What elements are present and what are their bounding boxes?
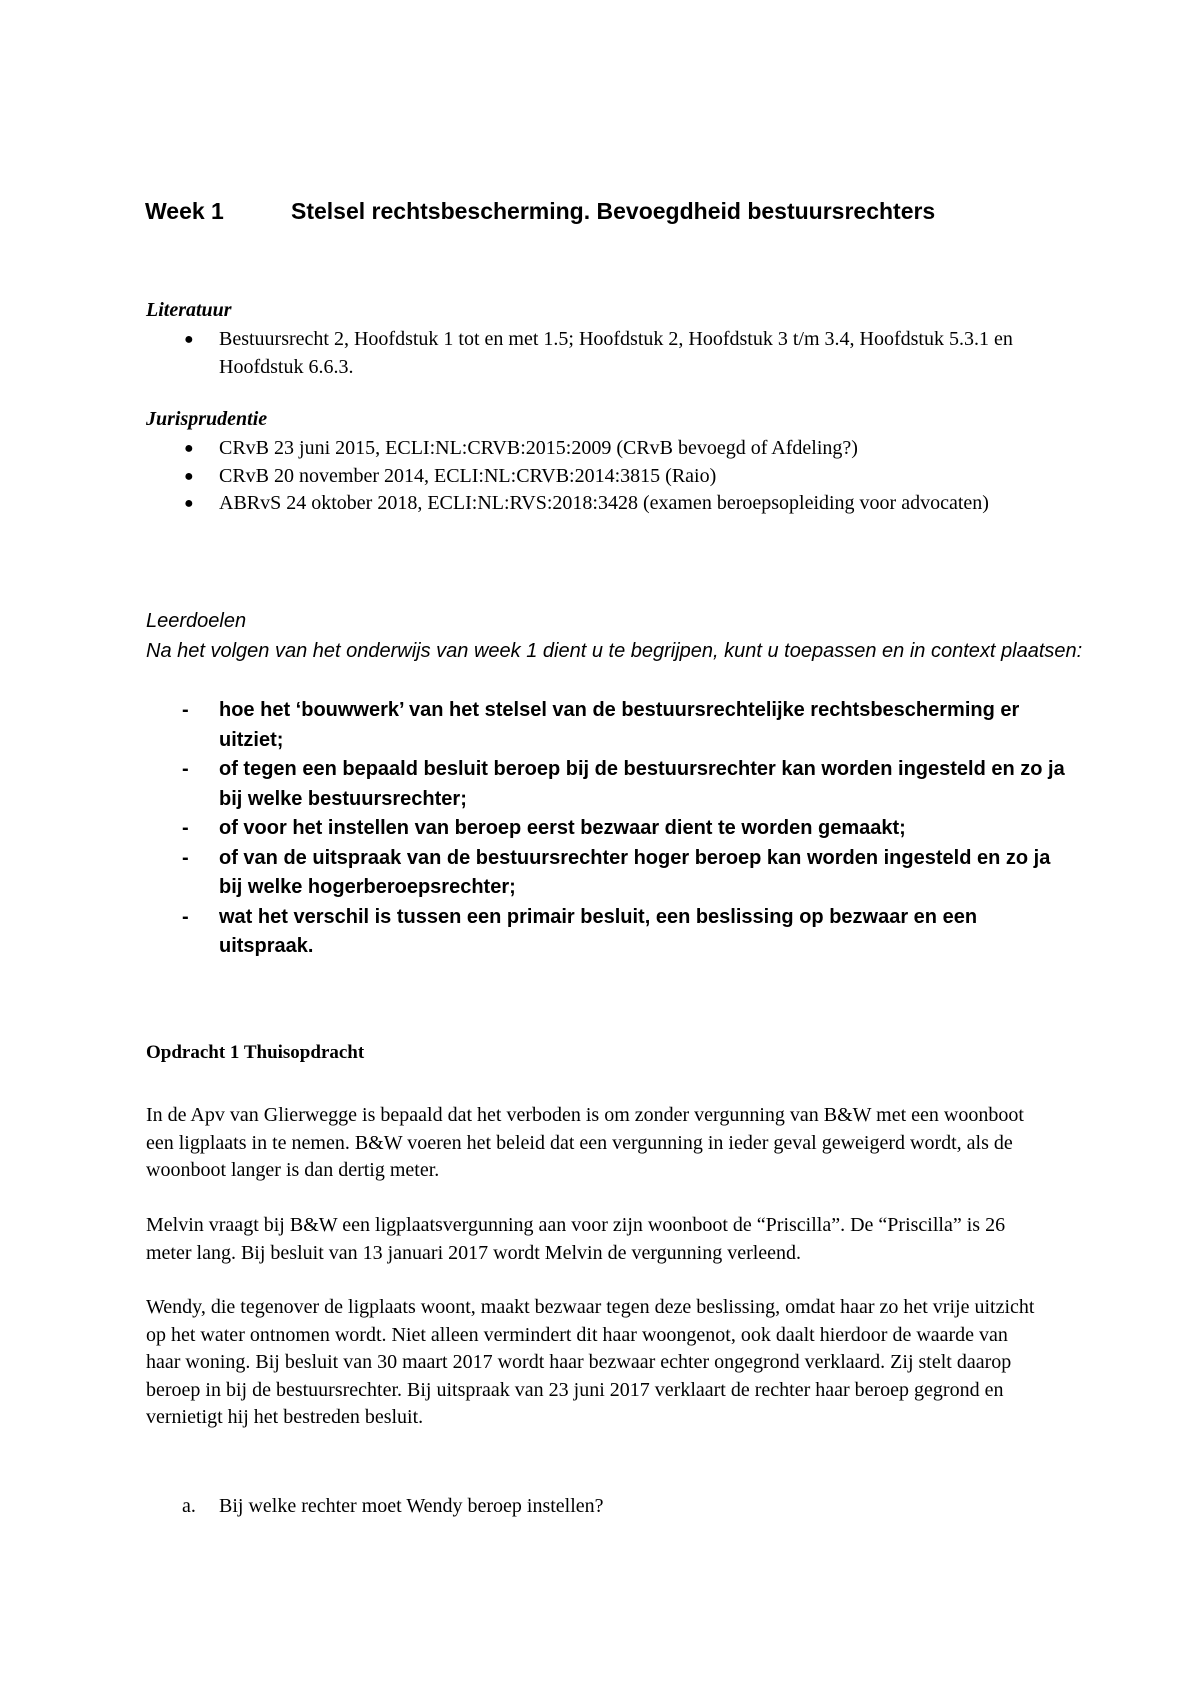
list-item — [146, 814, 1066, 844]
jurisprudentie-item: CRvB 20 november 2014, ECLI:NL:CRVB:2014:3815 (Raio) — [219, 464, 717, 487]
dash-bullet: - — [182, 905, 189, 928]
bullet-icon: ● — [184, 495, 194, 512]
list-item — [146, 435, 1066, 463]
bullet-icon: ● — [184, 467, 194, 485]
dash-bullet: - — [182, 699, 189, 721]
literatuur-list — [146, 326, 1066, 381]
opdracht-paragraph: In de Apv van Glierwegge is bepaald dat het verboden is om zonder vergunning van B&W met een woonboot een ligplaats in te nemen. B&W voeren het beleid dat een vergunning in ieder geval geweigerd wordt, als de woonboot langer is dan dertig meter. — [146, 1104, 1024, 1181]
dash-bullet: - — [182, 758, 189, 780]
leerdoelen-heading: Leerdoelen — [146, 610, 247, 632]
leerdoel-item: wat het verschil is tussen een primair besluit, een beslissing op bezwaar en een uitspraak. — [219, 905, 978, 957]
leerdoel-item: of tegen een bepaald besluit beroep bij de bestuursrechter kan worden ingesteld en zo ja bij welke bestuursrechter; — [219, 758, 1065, 810]
bullet-icon: ● — [184, 331, 194, 348]
bullet-icon: ● — [184, 440, 194, 457]
leerdoelen-list — [146, 696, 1066, 962]
leerdoelen-block — [146, 607, 1086, 666]
leerdoel-item: hoe het ‘bouwwerk’ van het stelsel van de bestuursrechtelijke rechtsbescherming er uitziet; — [219, 699, 1020, 751]
list-item — [146, 326, 1066, 381]
list-item — [146, 463, 1066, 491]
leerdoelen-intro: Na het volgen van het onderwijs van week 1 dient u te begrijpen, kunt u toepassen en in context plaatsen: — [146, 639, 1083, 662]
list-item — [146, 844, 1066, 903]
leerdoel-item: of voor het instellen van beroep eerst bezwaar dient te worden gemaakt; — [219, 817, 906, 839]
literatuur-item: Bestuursrecht 2, Hoofdstuk 1 tot en met 1.5; Hoofdstuk 2, Hoofdstuk 3 t/m 3.4, Hoofdstuk 5.3.1 en Hoofdstuk 6.6.3. — [219, 328, 1013, 378]
jurisprudentie-item: CRvB 23 juni 2015, ECLI:NL:CRVB:2015:2009 (CRvB bevoegd of Afdeling?) — [219, 437, 858, 459]
list-item — [146, 755, 1066, 814]
opdracht-paragraph: Wendy, die tegenover de ligplaats woont, maakt bezwaar tegen deze beslissing, omdat haar zo het vrije uitzicht op het water ontnomen wordt. Niet alleen vermindert dit haar woongenot, ook daalt hierdoor de waarde van haar woning. Bij besluit van 30 maart 2017 wordt haar bezwaar echter ongegrond verklaard. Zij stelt daarop beroep in bij de bestuursrechter. Bij uitspraak van 23 juni 2017 verklaart de rechter haar beroep gegrond en vernietigt hij het bestreden besluit. — [146, 1296, 1035, 1428]
question-item — [146, 1493, 604, 1521]
jurisprudentie-list — [146, 435, 1066, 518]
week-subject: Stelsel rechtsbescherming. Bevoegdheid bestuursrechters — [291, 198, 936, 224]
week-label: Week 1 — [145, 198, 224, 224]
question-text: Bij welke rechter moet Wendy beroep instellen? — [219, 1495, 604, 1517]
question-letter: a. — [182, 1495, 196, 1517]
leerdoel-item: of van de uitspraak van de bestuursrechter hoger beroep kan worden ingesteld en zo ja bij welke hogerberoepsrechter; — [219, 846, 1051, 898]
opdracht-heading: Opdracht 1 Thuisopdracht — [146, 1042, 365, 1063]
jurisprudentie-item: ABRvS 24 oktober 2018, ECLI:NL:RVS:2018:3428 (examen beroepsopleiding voor advocaten) — [219, 492, 989, 514]
question-list — [146, 1493, 604, 1521]
opdracht-paragraph: Melvin vraagt bij B&W een ligplaatsvergunning aan voor zijn woonboot de “Priscilla”. De “Priscilla” is 26 meter lang. Bij besluit van 13 januari 2017 wordt Melvin de vergunning verleend. — [146, 1214, 1006, 1264]
list-item — [146, 490, 1066, 518]
page-title — [145, 198, 935, 225]
literatuur-heading: Literatuur — [146, 299, 232, 321]
jurisprudentie-heading: Jurisprudentie — [146, 408, 268, 430]
list-item — [146, 696, 1066, 755]
dash-bullet: - — [182, 817, 189, 839]
list-item — [146, 903, 1066, 962]
dash-bullet: - — [182, 846, 189, 869]
